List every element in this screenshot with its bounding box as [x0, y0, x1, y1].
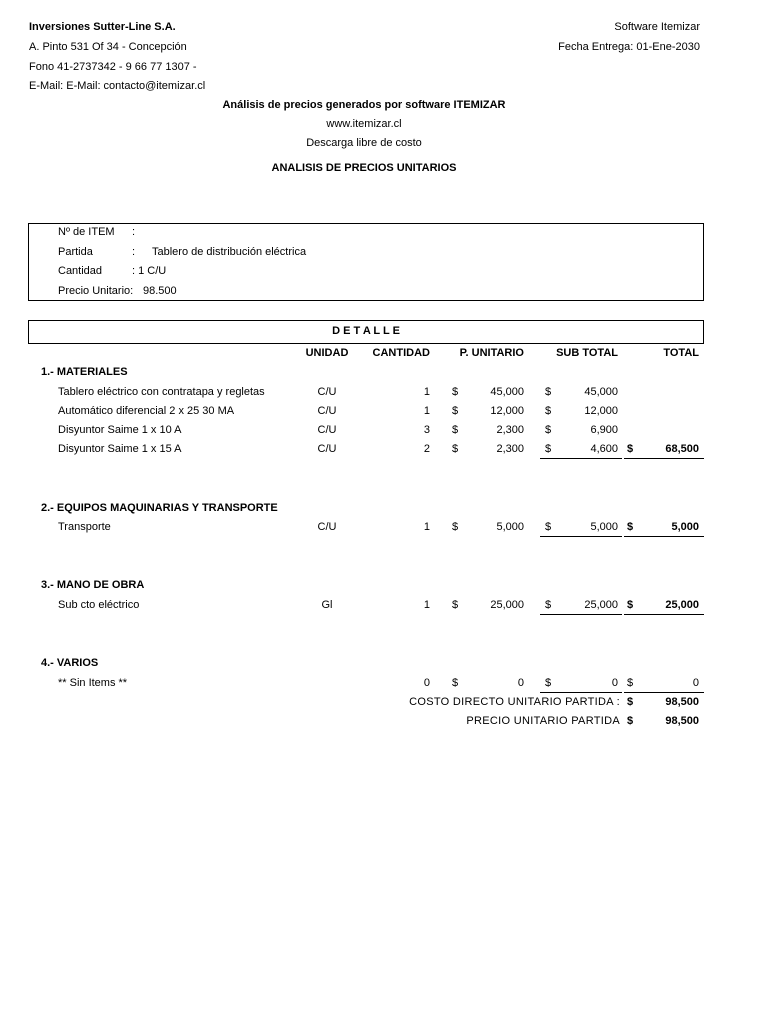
precio-label: Precio Unitario:: [58, 285, 134, 297]
row-unit: C/U: [317, 424, 337, 436]
currency-symbol: $: [627, 715, 634, 727]
costo-directo-row: [0, 696, 768, 712]
currency-symbol: $: [452, 599, 459, 611]
row-description: Transporte: [58, 521, 111, 533]
section-total: 25,000: [665, 599, 699, 611]
row-unit-price: 2,300: [496, 443, 524, 455]
table-row: [0, 424, 768, 440]
item-number-label: Nº de ITEM: [58, 226, 115, 238]
currency-symbol: $: [545, 443, 552, 455]
detail-title: D E T A L L E: [332, 325, 400, 337]
row-subtotal: 25,000: [584, 599, 618, 611]
delivery-date: Fecha Entrega: 01-Ene-2030: [558, 41, 700, 53]
section-title: 2.- EQUIPOS MAQUINARIAS Y TRANSPORTE: [41, 502, 278, 514]
section-title: 1.- MATERIALES: [41, 366, 128, 378]
table-row: [0, 599, 768, 615]
currency-symbol: $: [627, 677, 634, 689]
currency-symbol: $: [545, 599, 552, 611]
row-subtotal: 6,900: [590, 424, 618, 436]
table-row: [0, 386, 768, 402]
row-description: Sub cto eléctrico: [58, 599, 140, 611]
row-unit: C/U: [317, 405, 337, 417]
row-quantity: 3: [423, 424, 430, 436]
total-underline: [624, 614, 704, 615]
row-quantity: 1: [423, 599, 430, 611]
partida-colon: :: [132, 246, 136, 258]
row-quantity: 2: [423, 443, 430, 455]
section-title: 3.- MANO DE OBRA: [41, 579, 145, 591]
currency-symbol: $: [545, 405, 552, 417]
row-description: Automático diferencial 2 x 25 30 MA: [58, 405, 235, 417]
col-unidad: UNIDAD: [305, 347, 349, 359]
software-name: Software Itemizar: [614, 21, 700, 33]
currency-symbol: $: [545, 386, 552, 398]
costo-directo-label: COSTO DIRECTO UNITARIO PARTIDA :: [409, 696, 620, 708]
subtotal-underline: [540, 614, 622, 615]
total-underline: [624, 692, 704, 693]
col-subtotal: SUB TOTAL: [556, 347, 618, 359]
row-unit: Gl: [321, 599, 333, 611]
section-total: 5,000: [671, 521, 699, 533]
col-punitario: P. UNITARIO: [459, 347, 524, 359]
row-unit-price: 25,000: [490, 599, 524, 611]
currency-symbol: $: [452, 443, 459, 455]
free-download: Descarga libre de costo: [306, 137, 422, 149]
currency-symbol: $: [452, 677, 459, 689]
partida-label: Partida: [58, 246, 93, 258]
cantidad-label: Cantidad: [58, 265, 103, 277]
currency-symbol: $: [452, 521, 459, 533]
row-unit-price: 12,000: [490, 405, 524, 417]
row-subtotal: 0: [611, 677, 618, 689]
currency-symbol: $: [452, 424, 459, 436]
analysis-line: Análisis de precios generados por software ITEMIZAR: [222, 99, 506, 111]
row-unit-price: 5,000: [496, 521, 524, 533]
col-cantidad: CANTIDAD: [372, 347, 430, 359]
currency-symbol: $: [545, 521, 552, 533]
row-description: ** Sin Items **: [58, 677, 128, 689]
total-underline: [624, 536, 704, 537]
row-subtotal: 45,000: [584, 386, 618, 398]
currency-symbol: $: [545, 677, 552, 689]
table-row: [0, 521, 768, 537]
section-title: 4.- VARIOS: [41, 657, 99, 669]
company-address: A. Pinto 531 Of 34 - Concepción: [29, 41, 187, 53]
row-subtotal: 4,600: [590, 443, 618, 455]
subtotal-underline: [540, 692, 622, 693]
currency-symbol: $: [627, 696, 634, 708]
total-underline: [624, 458, 704, 459]
precio-unitario-row: [0, 715, 768, 731]
subtotal-underline: [540, 458, 622, 459]
company-email: E-Mail: E-Mail: contacto@itemizar.cl: [29, 80, 206, 92]
company-phone: Fono 41-2737342 - 9 66 77 1307 -: [29, 61, 197, 73]
currency-symbol: $: [627, 443, 634, 455]
row-unit: C/U: [317, 386, 337, 398]
costo-directo-value: 98,500: [665, 696, 699, 708]
currency-symbol: $: [627, 599, 634, 611]
row-quantity: 1: [423, 405, 430, 417]
company-name: Inversiones Sutter-Line S.A.: [29, 21, 176, 33]
website: www.itemizar.cl: [326, 118, 402, 130]
row-description: Disyuntor Saime 1 x 10 A: [58, 424, 182, 436]
currency-symbol: $: [452, 405, 459, 417]
section-total: 0: [692, 677, 699, 689]
row-subtotal: 12,000: [584, 405, 618, 417]
row-description: Disyuntor Saime 1 x 15 A: [58, 443, 182, 455]
row-unit: C/U: [317, 521, 337, 533]
row-unit-price: 2,300: [496, 424, 524, 436]
subtotal-underline: [540, 536, 622, 537]
row-unit: C/U: [317, 443, 337, 455]
table-row: [0, 677, 768, 693]
item-number-colon: :: [132, 226, 136, 238]
precio-unitario-value: 98,500: [665, 715, 699, 727]
currency-symbol: $: [627, 521, 634, 533]
row-quantity: 1: [423, 386, 430, 398]
table-row: [0, 405, 768, 421]
col-total: TOTAL: [663, 347, 699, 359]
currency-symbol: $: [545, 424, 552, 436]
cantidad-value: : 1 C/U: [132, 265, 167, 277]
currency-symbol: $: [452, 386, 459, 398]
row-quantity: 0: [423, 677, 430, 689]
section-total: 68,500: [665, 443, 699, 455]
page-title: ANALISIS DE PRECIOS UNITARIOS: [271, 162, 457, 174]
table-row: [0, 443, 768, 459]
row-description: Tablero eléctrico con contratapa y regletas: [58, 386, 265, 398]
row-subtotal: 5,000: [590, 521, 618, 533]
row-unit-price: 45,000: [490, 386, 524, 398]
partida-value: Tablero de distribución eléctrica: [152, 246, 307, 258]
row-quantity: 1: [423, 521, 430, 533]
row-unit-price: 0: [517, 677, 524, 689]
precio-unitario-label: PRECIO UNITARIO PARTIDA: [466, 715, 620, 727]
precio-value: 98.500: [143, 285, 177, 297]
